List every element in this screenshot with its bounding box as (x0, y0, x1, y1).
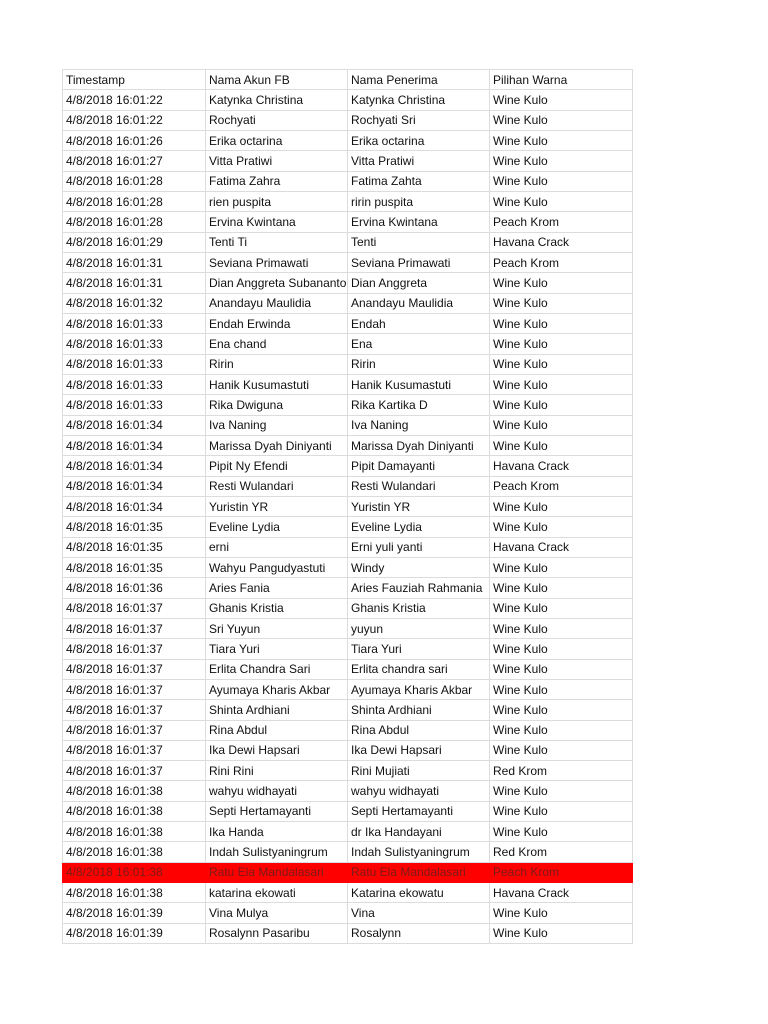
table-row (63, 639, 633, 659)
cell-timestamp[interactable]: 4/8/2018 16:01:22 (63, 110, 206, 130)
cell-pilihan-warna[interactable]: Wine Kulo (490, 151, 633, 171)
cell-nama-akun-fb[interactable]: erni (206, 537, 348, 557)
table-row (63, 435, 633, 455)
table-row (63, 415, 633, 435)
cell-pilihan-warna[interactable]: Wine Kulo (490, 903, 633, 923)
cell-nama-akun-fb[interactable]: Anandayu Maulidia (206, 293, 348, 313)
cell-nama-penerima[interactable]: Endah (348, 313, 490, 333)
header-nama-akun-fb[interactable]: Nama Akun FB (206, 70, 348, 90)
table-row (63, 578, 633, 598)
cell-pilihan-warna[interactable]: Wine Kulo (490, 130, 633, 150)
header-row (63, 70, 633, 90)
cell-timestamp[interactable]: 4/8/2018 16:01:37 (63, 598, 206, 618)
cell-timestamp[interactable]: 4/8/2018 16:01:38 (63, 862, 206, 882)
table-row-highlighted (63, 862, 633, 882)
spreadsheet (62, 69, 632, 944)
cell-pilihan-warna[interactable]: Wine Kulo (490, 415, 633, 435)
cell-nama-akun-fb[interactable]: Rochyati (206, 110, 348, 130)
cell-pilihan-warna[interactable]: Havana Crack (490, 232, 633, 252)
cell-nama-penerima[interactable]: Rina Abdul (348, 720, 490, 740)
cell-timestamp[interactable]: 4/8/2018 16:01:38 (63, 781, 206, 801)
cell-timestamp[interactable]: 4/8/2018 16:01:38 (63, 842, 206, 862)
cell-nama-akun-fb[interactable]: Resti Wulandari (206, 476, 348, 496)
cell-nama-penerima[interactable]: wahyu widhayati (348, 781, 490, 801)
cell-timestamp[interactable]: 4/8/2018 16:01:37 (63, 761, 206, 781)
cell-nama-penerima[interactable]: Hanik Kusumastuti (348, 374, 490, 394)
cell-nama-akun-fb[interactable]: Tiara Yuri (206, 639, 348, 659)
cell-pilihan-warna[interactable]: Havana Crack (490, 537, 633, 557)
table-row (63, 761, 633, 781)
cell-timestamp[interactable]: 4/8/2018 16:01:38 (63, 801, 206, 821)
cell-nama-penerima[interactable]: Erika octarina (348, 130, 490, 150)
cell-timestamp[interactable]: 4/8/2018 16:01:34 (63, 456, 206, 476)
cell-nama-akun-fb[interactable]: Aries Fania (206, 578, 348, 598)
cell-nama-penerima[interactable]: Eveline Lydia (348, 517, 490, 537)
cell-nama-penerima[interactable]: Ena (348, 334, 490, 354)
cell-nama-penerima[interactable]: Iva Naning (348, 415, 490, 435)
cell-nama-penerima[interactable]: Katynka Christina (348, 90, 490, 110)
cell-nama-penerima[interactable]: Vina (348, 903, 490, 923)
table-row (63, 273, 633, 293)
cell-pilihan-warna[interactable]: Red Krom (490, 761, 633, 781)
cell-nama-akun-fb[interactable]: Marissa Dyah Diniyanti (206, 435, 348, 455)
cell-pilihan-warna[interactable]: Wine Kulo (490, 801, 633, 821)
cell-nama-penerima[interactable]: Septi Hertamayanti (348, 801, 490, 821)
cell-pilihan-warna[interactable]: Peach Krom (490, 476, 633, 496)
header-timestamp[interactable]: Timestamp (63, 70, 206, 90)
table-row (63, 130, 633, 150)
cell-pilihan-warna[interactable]: Wine Kulo (490, 679, 633, 699)
cell-nama-akun-fb[interactable]: Erika octarina (206, 130, 348, 150)
cell-nama-akun-fb[interactable]: Ika Dewi Hapsari (206, 740, 348, 760)
table-row (63, 334, 633, 354)
cell-nama-akun-fb[interactable]: Fatima Zahra (206, 171, 348, 191)
cell-nama-penerima[interactable]: Indah Sulistyaningrum (348, 842, 490, 862)
cell-nama-akun-fb[interactable]: Hanik Kusumastuti (206, 374, 348, 394)
cell-pilihan-warna[interactable]: Wine Kulo (490, 923, 633, 943)
cell-timestamp[interactable]: 4/8/2018 16:01:39 (63, 903, 206, 923)
cell-nama-akun-fb[interactable]: Vitta Pratiwi (206, 151, 348, 171)
cell-nama-penerima[interactable]: Windy (348, 557, 490, 577)
table-row (63, 700, 633, 720)
cell-timestamp[interactable]: 4/8/2018 16:01:35 (63, 557, 206, 577)
cell-nama-akun-fb[interactable]: Katynka Christina (206, 90, 348, 110)
cell-nama-penerima[interactable]: Rini Mujiati (348, 761, 490, 781)
cell-pilihan-warna[interactable]: Wine Kulo (490, 90, 633, 110)
cell-pilihan-warna[interactable]: Red Krom (490, 842, 633, 862)
table-row (63, 923, 633, 943)
table-row (63, 354, 633, 374)
cell-timestamp[interactable]: 4/8/2018 16:01:38 (63, 883, 206, 903)
cell-nama-akun-fb[interactable]: Sri Yuyun (206, 618, 348, 638)
cell-nama-akun-fb[interactable]: Ika Handa (206, 822, 348, 842)
cell-pilihan-warna[interactable]: Wine Kulo (490, 191, 633, 211)
cell-pilihan-warna[interactable]: Peach Krom (490, 212, 633, 232)
cell-nama-akun-fb[interactable]: Ratu Ela Mandalasari (206, 862, 348, 882)
cell-nama-penerima[interactable]: Yuristin YR (348, 496, 490, 516)
cell-nama-akun-fb[interactable]: Iva Naning (206, 415, 348, 435)
table-row (63, 781, 633, 801)
cell-timestamp[interactable]: 4/8/2018 16:01:34 (63, 415, 206, 435)
cell-pilihan-warna[interactable]: Wine Kulo (490, 578, 633, 598)
cell-nama-akun-fb[interactable]: Endah Erwinda (206, 313, 348, 333)
cell-timestamp[interactable]: 4/8/2018 16:01:28 (63, 212, 206, 232)
table-row (63, 476, 633, 496)
cell-nama-penerima[interactable]: Aries Fauziah Rahmania (348, 578, 490, 598)
cell-nama-penerima[interactable]: Katarina ekowatu (348, 883, 490, 903)
cell-pilihan-warna[interactable]: Wine Kulo (490, 293, 633, 313)
table-row (63, 659, 633, 679)
header-nama-penerima[interactable]: Nama Penerima (348, 70, 490, 90)
cell-nama-akun-fb[interactable]: Ghanis Kristia (206, 598, 348, 618)
table-row (63, 395, 633, 415)
cell-nama-penerima[interactable]: Rochyati Sri (348, 110, 490, 130)
cell-pilihan-warna[interactable]: Wine Kulo (490, 822, 633, 842)
cell-timestamp[interactable]: 4/8/2018 16:01:34 (63, 435, 206, 455)
table-row (63, 456, 633, 476)
cell-pilihan-warna[interactable]: Wine Kulo (490, 313, 633, 333)
cell-timestamp[interactable]: 4/8/2018 16:01:36 (63, 578, 206, 598)
cell-nama-penerima[interactable]: Rika Kartika D (348, 395, 490, 415)
table-row (63, 110, 633, 130)
cell-nama-penerima[interactable]: Seviana Primawati (348, 252, 490, 272)
table-row (63, 883, 633, 903)
table-row (63, 740, 633, 760)
cell-timestamp[interactable]: 4/8/2018 16:01:35 (63, 517, 206, 537)
cell-pilihan-warna[interactable]: Wine Kulo (490, 435, 633, 455)
cell-nama-akun-fb[interactable]: Shinta Ardhiani (206, 700, 348, 720)
cell-timestamp[interactable]: 4/8/2018 16:01:37 (63, 700, 206, 720)
cell-timestamp[interactable]: 4/8/2018 16:01:28 (63, 191, 206, 211)
cell-pilihan-warna[interactable]: Wine Kulo (490, 639, 633, 659)
cell-nama-akun-fb[interactable]: rien puspita (206, 191, 348, 211)
cell-nama-penerima[interactable]: Dian Anggreta (348, 273, 490, 293)
table-row (63, 801, 633, 821)
cell-timestamp[interactable]: 4/8/2018 16:01:37 (63, 639, 206, 659)
cell-pilihan-warna[interactable]: Wine Kulo (490, 720, 633, 740)
table-row (63, 252, 633, 272)
table-row (63, 151, 633, 171)
cell-nama-penerima[interactable]: Erlita chandra sari (348, 659, 490, 679)
cell-nama-penerima[interactable]: Erni yuli yanti (348, 537, 490, 557)
cell-pilihan-warna[interactable]: Wine Kulo (490, 334, 633, 354)
cell-nama-penerima[interactable]: Ervina Kwintana (348, 212, 490, 232)
cell-nama-penerima[interactable]: Shinta Ardhiani (348, 700, 490, 720)
data-table (62, 69, 633, 944)
cell-nama-akun-fb[interactable]: Ena chand (206, 334, 348, 354)
table-row (63, 191, 633, 211)
cell-timestamp[interactable]: 4/8/2018 16:01:38 (63, 822, 206, 842)
cell-nama-penerima[interactable]: Vitta Pratiwi (348, 151, 490, 171)
cell-timestamp[interactable]: 4/8/2018 16:01:29 (63, 232, 206, 252)
cell-nama-akun-fb[interactable]: Ervina Kwintana (206, 212, 348, 232)
table-row (63, 313, 633, 333)
cell-nama-penerima[interactable]: Anandayu Maulidia (348, 293, 490, 313)
cell-pilihan-warna[interactable]: Wine Kulo (490, 395, 633, 415)
cell-timestamp[interactable]: 4/8/2018 16:01:27 (63, 151, 206, 171)
cell-timestamp[interactable]: 4/8/2018 16:01:33 (63, 395, 206, 415)
cell-timestamp[interactable]: 4/8/2018 16:01:33 (63, 313, 206, 333)
cell-nama-akun-fb[interactable]: Rini Rini (206, 761, 348, 781)
cell-nama-penerima[interactable]: Ika Dewi Hapsari (348, 740, 490, 760)
cell-nama-penerima[interactable]: ririn puspita (348, 191, 490, 211)
table-row (63, 679, 633, 699)
cell-pilihan-warna[interactable]: Wine Kulo (490, 496, 633, 516)
cell-pilihan-warna[interactable]: Wine Kulo (490, 740, 633, 760)
cell-nama-akun-fb[interactable]: Eveline Lydia (206, 517, 348, 537)
cell-nama-penerima[interactable]: dr Ika Handayani (348, 822, 490, 842)
table-row (63, 822, 633, 842)
cell-nama-akun-fb[interactable]: wahyu widhayati (206, 781, 348, 801)
cell-nama-akun-fb[interactable]: Tenti Ti (206, 232, 348, 252)
cell-nama-akun-fb[interactable]: Rosalynn Pasaribu (206, 923, 348, 943)
table-row (63, 293, 633, 313)
cell-timestamp[interactable]: 4/8/2018 16:01:28 (63, 171, 206, 191)
cell-pilihan-warna[interactable]: Wine Kulo (490, 110, 633, 130)
cell-pilihan-warna[interactable]: Havana Crack (490, 883, 633, 903)
cell-nama-penerima[interactable]: Ayumaya Kharis Akbar (348, 679, 490, 699)
table-row (63, 537, 633, 557)
cell-nama-akun-fb[interactable]: Seviana Primawati (206, 252, 348, 272)
cell-timestamp[interactable]: 4/8/2018 16:01:32 (63, 293, 206, 313)
cell-pilihan-warna[interactable]: Wine Kulo (490, 700, 633, 720)
cell-nama-akun-fb[interactable]: Erlita Chandra Sari (206, 659, 348, 679)
table-row (63, 720, 633, 740)
cell-pilihan-warna[interactable]: Havana Crack (490, 456, 633, 476)
cell-nama-penerima[interactable]: Tenti (348, 232, 490, 252)
cell-nama-akun-fb[interactable]: Yuristin YR (206, 496, 348, 516)
table-row (63, 517, 633, 537)
cell-timestamp[interactable]: 4/8/2018 16:01:31 (63, 273, 206, 293)
cell-nama-akun-fb[interactable]: Wahyu Pangudyastuti (206, 557, 348, 577)
cell-pilihan-warna[interactable]: Wine Kulo (490, 354, 633, 374)
cell-timestamp[interactable]: 4/8/2018 16:01:22 (63, 90, 206, 110)
cell-timestamp[interactable]: 4/8/2018 16:01:39 (63, 923, 206, 943)
cell-timestamp[interactable]: 4/8/2018 16:01:31 (63, 252, 206, 272)
cell-nama-akun-fb[interactable]: Ririn (206, 354, 348, 374)
cell-nama-penerima[interactable]: Rosalynn (348, 923, 490, 943)
cell-nama-penerima[interactable]: Tiara Yuri (348, 639, 490, 659)
table-row (63, 618, 633, 638)
cell-timestamp[interactable]: 4/8/2018 16:01:33 (63, 334, 206, 354)
table-row (63, 90, 633, 110)
cell-pilihan-warna[interactable]: Wine Kulo (490, 557, 633, 577)
table-row (63, 557, 633, 577)
cell-pilihan-warna[interactable]: Wine Kulo (490, 781, 633, 801)
cell-pilihan-warna[interactable]: Wine Kulo (490, 598, 633, 618)
cell-nama-penerima[interactable]: Marissa Dyah Diniyanti (348, 435, 490, 455)
cell-timestamp[interactable]: 4/8/2018 16:01:37 (63, 659, 206, 679)
cell-timestamp[interactable]: 4/8/2018 16:01:34 (63, 476, 206, 496)
cell-nama-penerima[interactable]: Fatima Zahta (348, 171, 490, 191)
cell-nama-akun-fb[interactable]: Ayumaya Kharis Akbar (206, 679, 348, 699)
cell-pilihan-warna[interactable]: Wine Kulo (490, 659, 633, 679)
cell-nama-akun-fb[interactable]: Rika Dwiguna (206, 395, 348, 415)
cell-nama-akun-fb[interactable]: Rina Abdul (206, 720, 348, 740)
cell-pilihan-warna[interactable]: Wine Kulo (490, 517, 633, 537)
cell-nama-penerima[interactable]: Pipit Damayanti (348, 456, 490, 476)
table-row (63, 232, 633, 252)
cell-timestamp[interactable]: 4/8/2018 16:01:26 (63, 130, 206, 150)
table-row (63, 374, 633, 394)
cell-nama-akun-fb[interactable]: katarina ekowati (206, 883, 348, 903)
cell-pilihan-warna[interactable]: Wine Kulo (490, 374, 633, 394)
cell-nama-penerima[interactable]: Ririn (348, 354, 490, 374)
cell-nama-penerima[interactable]: Ratu Ela Mandalasari (348, 862, 490, 882)
cell-timestamp[interactable]: 4/8/2018 16:01:33 (63, 354, 206, 374)
cell-nama-penerima[interactable]: Ghanis Kristia (348, 598, 490, 618)
cell-nama-akun-fb[interactable]: Vina Mulya (206, 903, 348, 923)
cell-timestamp[interactable]: 4/8/2018 16:01:37 (63, 720, 206, 740)
table-row (63, 171, 633, 191)
cell-timestamp[interactable]: 4/8/2018 16:01:33 (63, 374, 206, 394)
cell-timestamp[interactable]: 4/8/2018 16:01:34 (63, 496, 206, 516)
table-body (63, 90, 633, 944)
cell-nama-akun-fb[interactable]: Septi Hertamayanti (206, 801, 348, 821)
cell-timestamp[interactable]: 4/8/2018 16:01:37 (63, 740, 206, 760)
cell-timestamp[interactable]: 4/8/2018 16:01:35 (63, 537, 206, 557)
table-row (63, 212, 633, 232)
cell-timestamp[interactable]: 4/8/2018 16:01:37 (63, 679, 206, 699)
cell-pilihan-warna[interactable]: Wine Kulo (490, 618, 633, 638)
cell-timestamp[interactable]: 4/8/2018 16:01:37 (63, 618, 206, 638)
cell-pilihan-warna[interactable]: Wine Kulo (490, 273, 633, 293)
table-row (63, 598, 633, 618)
table-row (63, 496, 633, 516)
cell-pilihan-warna[interactable]: Wine Kulo (490, 171, 633, 191)
cell-nama-akun-fb[interactable]: Pipit Ny Efendi (206, 456, 348, 476)
cell-nama-akun-fb[interactable]: Dian Anggreta Subananto (206, 273, 348, 293)
table-row (63, 903, 633, 923)
cell-nama-akun-fb[interactable]: Indah Sulistyaningrum (206, 842, 348, 862)
table-row (63, 842, 633, 862)
cell-nama-penerima[interactable]: Resti Wulandari (348, 476, 490, 496)
cell-pilihan-warna[interactable]: Peach Krom (490, 862, 633, 882)
cell-nama-penerima[interactable]: yuyun (348, 618, 490, 638)
cell-pilihan-warna[interactable]: Peach Krom (490, 252, 633, 272)
header-pilihan-warna[interactable]: Pilihan Warna (490, 70, 633, 90)
